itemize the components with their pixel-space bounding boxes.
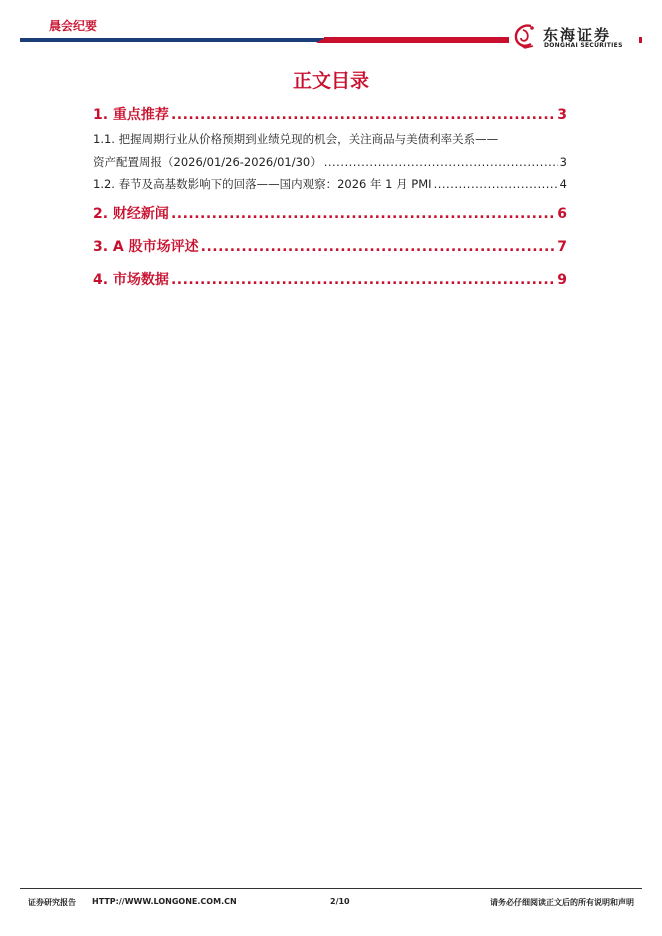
toc-entry-2[interactable] <box>93 203 567 223</box>
toc-entry-1-1-line1[interactable]: 1.1. 把握周期行业从价格预期到业绩兑现的机会，关注商品与美债利率关系—— <box>93 132 499 146</box>
toc-entry-4[interactable] <box>93 269 567 289</box>
header-bar-blue <box>20 38 324 42</box>
toc-leader-dots <box>324 155 558 169</box>
footer-page-number: 2/10 <box>330 897 350 906</box>
toc-entry-page: 6 <box>557 206 567 222</box>
toc-entry-1-2[interactable] <box>93 176 567 192</box>
toc-entry-page: 7 <box>557 239 567 255</box>
toc-leader-dots <box>171 206 555 222</box>
toc-entry-label: 4. 市场数据 <box>93 272 169 288</box>
logo-name-en: DONGHAI SECURITIES <box>544 42 623 49</box>
company-logo <box>509 22 639 52</box>
footer-website-link[interactable]: HTTP://WWW.LONGONE.COM.CN <box>92 897 237 906</box>
toc-leader-dots <box>171 272 555 288</box>
toc-entry-label: 资产配置周报（2026/01/26-2026/01/30） <box>93 155 322 169</box>
toc-entry-label: 2. 财经新闻 <box>93 206 169 222</box>
toc-entry-page: 4 <box>559 177 567 191</box>
section-label: 晨会纪要 <box>49 19 98 33</box>
toc-entry-label: 1. 重点推荐 <box>93 107 169 123</box>
toc-leader-dots <box>201 239 556 255</box>
toc-leader-dots <box>434 177 558 191</box>
toc-entry-1[interactable] <box>93 104 567 124</box>
toc-entry-page: 3 <box>557 107 567 123</box>
toc-entry-label: 1.2. 春节及高基数影响下的回落——国内观察：2026 年 1 月 PMI <box>93 177 432 191</box>
toc-title: 正文目录 <box>292 70 369 92</box>
toc-entry-page: 3 <box>559 155 567 169</box>
footer-divider <box>20 888 642 889</box>
toc-entry-page: 9 <box>557 272 567 288</box>
toc-entry-label: 3. A 股市场评述 <box>93 239 199 255</box>
footer-report-type: 证券研究报告 <box>28 898 76 907</box>
toc-leader-dots <box>171 107 555 123</box>
footer-disclaimer: 请务必仔细阅读正文后的所有说明和声明 <box>490 898 634 907</box>
toc-entry-1-1[interactable] <box>93 154 567 170</box>
toc-entry-3[interactable] <box>93 236 567 256</box>
logo-mark-icon <box>511 22 539 50</box>
logo-name-cn: 东海证券 <box>543 26 612 44</box>
